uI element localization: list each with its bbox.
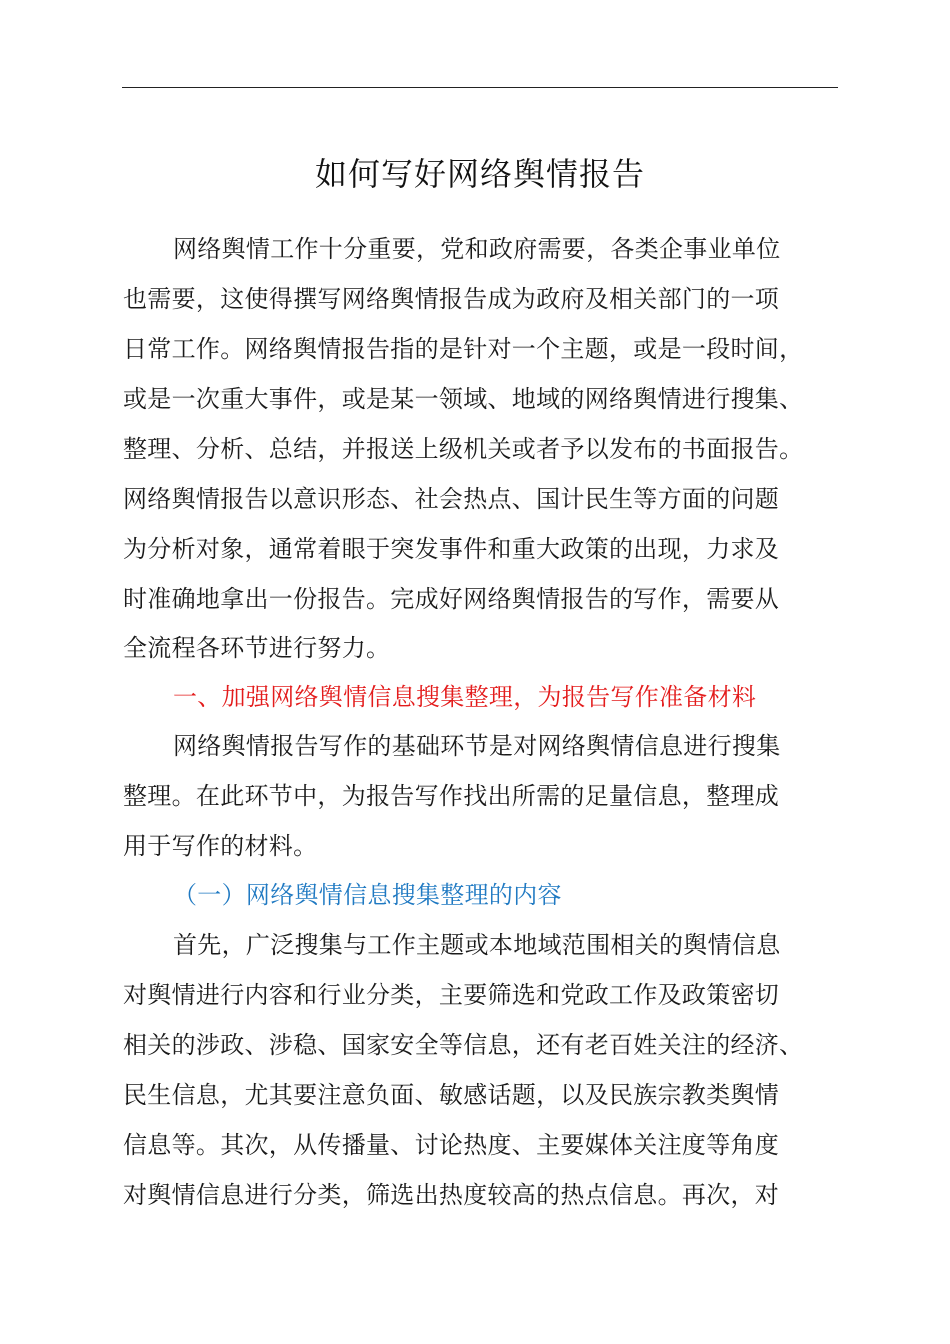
body-line: 首先，广泛搜集与工作主题或本地域范围相关的舆情信息 [173,931,781,959]
document-title: 如何写好网络舆情报告 [314,155,645,193]
subsection-heading-1: （一）网络舆情信息搜集整理的内容 [173,881,562,909]
body-line: 也需要，这使得撰写网络舆情报告成为政府及相关部门的一项 [123,285,780,313]
body-line: 时准确地拿出一份报告。完成好网络舆情报告的写作，需要从 [123,585,780,613]
body-line: 日常工作。网络舆情报告指的是针对一个主题，或是一段时间， [123,335,804,363]
header-rule [122,87,838,88]
body-line: 民生信息，尤其要注意负面、敏感话题，以及民族宗教类舆情 [123,1081,780,1109]
body-line: 网络舆情报告写作的基础环节是对网络舆情信息进行搜集 [173,732,781,760]
body-line: 网络舆情工作十分重要，党和政府需要，各类企事业单位 [173,235,781,263]
body-line: 相关的涉政、涉稳、国家安全等信息，还有老百姓关注的经济、 [123,1031,804,1059]
body-line: 用于写作的材料。 [123,832,318,860]
body-line: 网络舆情报告以意识形态、社会热点、国计民生等方面的问题 [123,485,780,513]
body-line: 为分析对象，通常着眼于突发事件和重大政策的出现，力求及 [123,535,780,563]
section-heading-1: 一、加强网络舆情信息搜集整理，为报告写作准备材料 [173,683,757,711]
body-line: 对舆情信息进行分类，筛选出热度较高的热点信息。再次，对 [123,1181,780,1209]
body-line: 整理、分析、总结，并报送上级机关或者予以发布的书面报告。 [123,435,804,463]
body-line: 信息等。其次，从传播量、讨论热度、主要媒体关注度等角度 [123,1131,780,1159]
body-line: 整理。在此环节中，为报告写作找出所需的足量信息，整理成 [123,782,780,810]
body-line: 或是一次重大事件，或是某一领域、地域的网络舆情进行搜集、 [123,385,804,413]
body-line: 对舆情进行内容和行业分类，主要筛选和党政工作及政策密切 [123,981,780,1009]
body-line: 全流程各环节进行努力。 [123,634,391,662]
